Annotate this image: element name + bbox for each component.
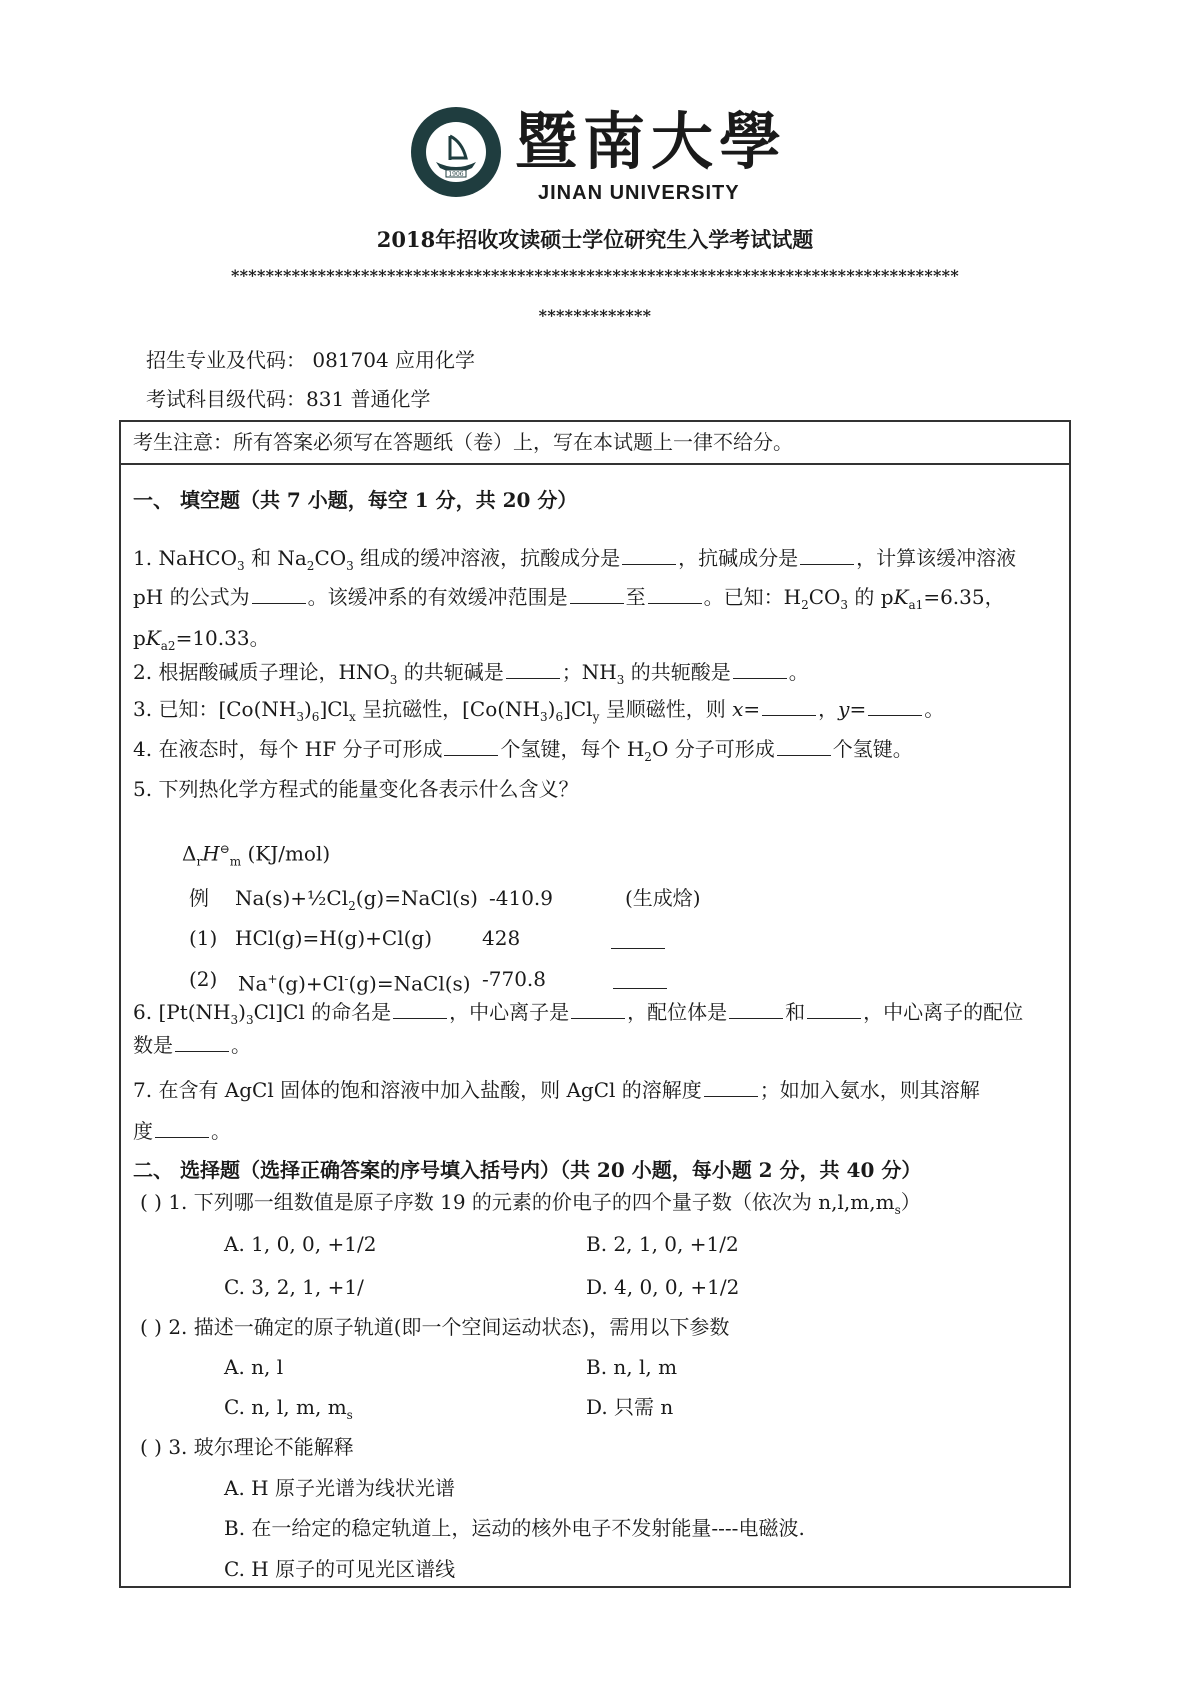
example-note — [625, 885, 701, 911]
subscript: 3 — [389, 673, 398, 687]
italic-symbol: K — [893, 585, 909, 609]
major-code: 招生专业及代码： 081704 应用化学 — [146, 348, 476, 372]
reaction-2-equation — [238, 966, 471, 997]
reaction-2-value — [482, 966, 546, 992]
subscript: 3 — [230, 1013, 239, 1027]
answer-blank — [868, 697, 922, 716]
text-segment: = — [849, 697, 867, 721]
choice-3-option-a — [224, 1475, 455, 1501]
question-4 — [133, 736, 913, 770]
text-segment: O 分子可形成 — [651, 737, 775, 761]
subscript: a2 — [160, 639, 176, 653]
subscript: 6 — [555, 710, 564, 724]
subscript: y — [592, 710, 600, 724]
star-divider-2: ************* — [538, 306, 652, 325]
answer-blank — [729, 1000, 783, 1019]
question-7-line-2 — [133, 1118, 231, 1144]
superscript: ⊖ — [219, 842, 230, 856]
subscript: 2 — [306, 559, 315, 573]
text-segment: 和 — [785, 1000, 806, 1024]
text-segment: 度 — [133, 1119, 153, 1143]
text-segment: ，配位体是 — [627, 1000, 728, 1024]
text-segment: 的 p — [848, 585, 894, 609]
text-segment: (生成焓) — [625, 886, 701, 910]
text-segment: HCl(g)=H(g)+Cl(g) — [235, 926, 433, 950]
subscript: x — [348, 710, 356, 724]
text-segment: ；如加入氨水，则其溶解 — [759, 1078, 980, 1102]
text-segment: 7. 在含有 AgCl 固体的饱和溶液中加入盐酸，则 AgCl 的溶解度 — [133, 1078, 702, 1102]
text-segment: 4. 在液态时，每个 HF 分子可形成 — [133, 737, 443, 761]
text-segment: ) — [238, 1000, 246, 1024]
question-2 — [133, 659, 809, 693]
choice-3-option-b — [224, 1515, 805, 1541]
text-segment: 例 — [189, 886, 209, 910]
superscript: - — [344, 972, 349, 986]
enthalpy-header — [182, 836, 330, 875]
choice-1-option-c — [224, 1274, 364, 1300]
italic-symbol: y — [838, 697, 850, 721]
choice-2-option-c — [224, 1394, 353, 1428]
answer-blank — [444, 737, 498, 756]
question-6-line-1 — [133, 999, 1023, 1033]
example-label — [189, 885, 209, 911]
text-segment: 。已知：H — [703, 585, 802, 609]
subscript: 2 — [644, 750, 652, 764]
answer-blank — [800, 546, 854, 565]
seal-year: 1906 — [448, 171, 464, 178]
text-segment: 数是 — [133, 1033, 173, 1057]
answer-blank — [704, 1078, 758, 1097]
reaction-1-equation — [235, 925, 432, 951]
subscript: m — [229, 854, 242, 869]
star-divider-1: ************************************************************************************ — [230, 266, 960, 285]
choice-question-2 — [140, 1314, 729, 1340]
text-segment: Δ — [182, 841, 197, 866]
text-segment: 和 Na — [244, 546, 307, 570]
subscript: 3 — [346, 559, 354, 573]
text-segment: A. 1, 0, 0, +1/2 — [224, 1232, 377, 1256]
italic-symbol: H — [202, 841, 220, 866]
subscript: 3 — [840, 598, 849, 612]
subscript: 2 — [348, 899, 356, 913]
university-name-cn: 暨南大學 — [515, 105, 788, 178]
answer-blank — [570, 585, 624, 604]
subscript: r — [196, 854, 203, 869]
text-segment: ) — [303, 697, 312, 721]
answer-blank — [733, 660, 787, 679]
subscript: 3 — [296, 710, 304, 724]
notice-divider — [119, 463, 1071, 465]
question-6-line-2 — [133, 1032, 251, 1058]
text-segment: ；NH — [561, 660, 617, 684]
italic-symbol: K — [145, 626, 161, 650]
text-segment: pH 的公式为 — [133, 585, 250, 609]
text-segment: ，中心离子的配位 — [863, 1000, 1024, 1024]
reaction-1-label — [189, 925, 217, 951]
text-segment: 呈顺磁性，则 — [599, 697, 733, 721]
text-segment: 。 — [211, 1119, 231, 1143]
example-equation — [235, 885, 478, 919]
reaction-2-label — [189, 966, 217, 992]
text-segment: 1. NaHCO — [133, 546, 238, 570]
text-segment: 428 — [482, 926, 521, 950]
text-segment: = — [743, 697, 761, 721]
italic-symbol: x — [732, 697, 744, 721]
text-segment: A. n, l — [224, 1355, 284, 1379]
text-segment: ( ) 3. 玻尔理论不能解释 — [140, 1435, 354, 1459]
text-segment: 3. 已知：[Co(NH — [133, 697, 297, 721]
question-1-line-3 — [133, 625, 270, 659]
text-segment: ( ) 2. 描述一确定的原子轨道(即一个空间运动状态)，需用以下参数 — [140, 1315, 730, 1339]
question-5 — [133, 776, 578, 802]
text-segment: 。该缓冲系的有效缓冲范围是 — [307, 585, 568, 609]
answer-blank — [506, 660, 560, 679]
text-segment: D. 只需 n — [586, 1395, 674, 1419]
text-segment: (2) — [189, 967, 218, 991]
text-segment: =6.35， — [923, 585, 1005, 609]
text-segment: B. n, l, m — [586, 1355, 678, 1379]
choice-1-option-a — [224, 1231, 376, 1257]
text-segment: ]Cl — [563, 697, 593, 721]
exam-title: 2018年招收攻读硕士学位研究生入学考试试题 — [376, 227, 814, 252]
choice-2-option-a — [224, 1354, 283, 1380]
subscript: 3 — [237, 559, 245, 573]
text-segment: ，中心离子是 — [449, 1000, 570, 1024]
text-segment: 组成的缓冲溶液，抗酸成分是 — [353, 546, 621, 570]
question-1-line-1 — [133, 545, 1016, 579]
text-segment: ，抗碱成分是 — [678, 546, 799, 570]
text-segment: Na(s)+½Cl — [235, 886, 349, 910]
subscript: 3 — [539, 710, 548, 724]
choice-3-option-c — [224, 1556, 455, 1582]
example-value — [489, 885, 553, 911]
text-segment: (g)+Cl — [277, 971, 345, 996]
reaction-1-value — [482, 925, 520, 951]
question-3 — [133, 696, 944, 730]
answer-blank — [777, 737, 831, 756]
text-segment: 个氢键。 — [832, 737, 913, 761]
text-segment: Cl]Cl 的命名是 — [253, 1000, 392, 1024]
subject-code: 考试科目级代码：831 普通化学 — [146, 387, 431, 411]
subscript: s — [894, 1203, 901, 1217]
text-segment: ]Cl — [319, 697, 349, 721]
subscript: 3 — [616, 673, 625, 687]
subscript: 6 — [311, 710, 320, 724]
notice-text: 考生注意：所有答案必须写在答题纸（卷）上，写在本试题上一律不给分。 — [133, 430, 793, 454]
text-segment: (KJ/mol) — [241, 841, 331, 866]
answer-blank — [648, 585, 702, 604]
text-segment: ，计算该缓冲溶液 — [856, 546, 1017, 570]
text-segment: ( ) 1. 下列哪一组数值是原子序数 19 的元素的价电子的四个量子数（依次为 n,l,m,m — [140, 1190, 895, 1214]
text-segment: C. H 原子的可见光区谱线 — [224, 1557, 456, 1581]
section-heading-choice — [133, 1157, 921, 1183]
text-segment: B. 2, 1, 0, +1/2 — [586, 1232, 739, 1256]
choice-question-3 — [140, 1434, 354, 1460]
choice-1-option-d — [586, 1274, 739, 1300]
answer-blank — [252, 585, 306, 604]
subscript: 3 — [245, 1013, 254, 1027]
text-segment: (g)=NaCl(s) — [355, 886, 478, 910]
answer-blank — [762, 697, 816, 716]
question-1-line-2 — [133, 584, 1005, 618]
choice-2-option-b — [586, 1354, 677, 1380]
text-segment: ) — [547, 697, 556, 721]
text-segment: ， — [818, 697, 839, 721]
answer-blank — [175, 1033, 229, 1052]
text-segment: B. 在一给定的稳定轨道上，运动的核外电子不发射能量----电磁波. — [224, 1516, 805, 1540]
subscript: 2 — [801, 598, 809, 612]
text-segment: 。 — [924, 697, 945, 721]
text-segment: 二、 选择题（选择正确答案的序号填入括号内）（共 20 小题，每小题 2 分，共 40 分） — [133, 1158, 922, 1182]
text-segment: -410.9 — [489, 886, 554, 910]
text-segment: ） — [900, 1190, 921, 1214]
text-segment: A. H 原子光谱为线状光谱 — [224, 1476, 455, 1500]
text-segment: C. 3, 2, 1, +1/ — [224, 1275, 364, 1299]
question-7-line-1 — [133, 1077, 980, 1103]
text-segment: D. 4, 0, 0, +1/2 — [586, 1275, 740, 1299]
text-segment: 6. [Pt(NH — [133, 1000, 231, 1024]
text-segment: (1) — [189, 926, 218, 950]
answer-blank — [155, 1119, 209, 1138]
text-segment: (g)=NaCl(s) — [348, 971, 471, 996]
subscript: s — [346, 1408, 353, 1422]
section-heading-fill-blank — [133, 487, 577, 513]
answer-blank — [611, 930, 665, 949]
answer-blank — [393, 1000, 447, 1019]
text-segment: 。 — [788, 660, 809, 684]
choice-question-1 — [140, 1189, 921, 1223]
text-segment: 5. 下列热化学方程式的能量变化各表示什么含义？ — [133, 777, 579, 801]
text-segment: CO — [808, 585, 841, 609]
text-segment: 个氢键，每个 H — [500, 737, 645, 761]
university-seal-logo — [410, 106, 502, 198]
text-segment: 一、 填空题（共 7 小题，每空 1 分，共 20 分） — [133, 488, 578, 512]
answer-blank — [622, 546, 676, 565]
text-segment: 2. 根据酸碱质子理论，HNO — [133, 660, 390, 684]
text-segment: Na — [238, 971, 268, 996]
text-segment: -770.8 — [482, 967, 547, 991]
text-segment: 呈抗磁性，[Co(NH — [355, 697, 540, 721]
choice-2-option-d — [586, 1394, 673, 1420]
answer-blank — [807, 1000, 861, 1019]
superscript: + — [267, 972, 278, 986]
text-segment: p — [133, 626, 146, 650]
answer-blank — [613, 970, 667, 989]
university-name-en: JINAN UNIVERSITY — [538, 182, 740, 204]
text-segment: 至 — [625, 585, 646, 609]
text-segment: C. n, l, m, m — [224, 1395, 347, 1419]
text-segment: =10.33。 — [175, 626, 270, 650]
subscript: a1 — [908, 598, 924, 612]
text-segment: CO — [314, 546, 347, 570]
text-segment: 的共轭碱是 — [397, 660, 504, 684]
answer-blank — [571, 1000, 625, 1019]
choice-1-option-b — [586, 1231, 739, 1257]
text-segment: 。 — [231, 1033, 251, 1057]
text-segment: 的共轭酸是 — [624, 660, 731, 684]
